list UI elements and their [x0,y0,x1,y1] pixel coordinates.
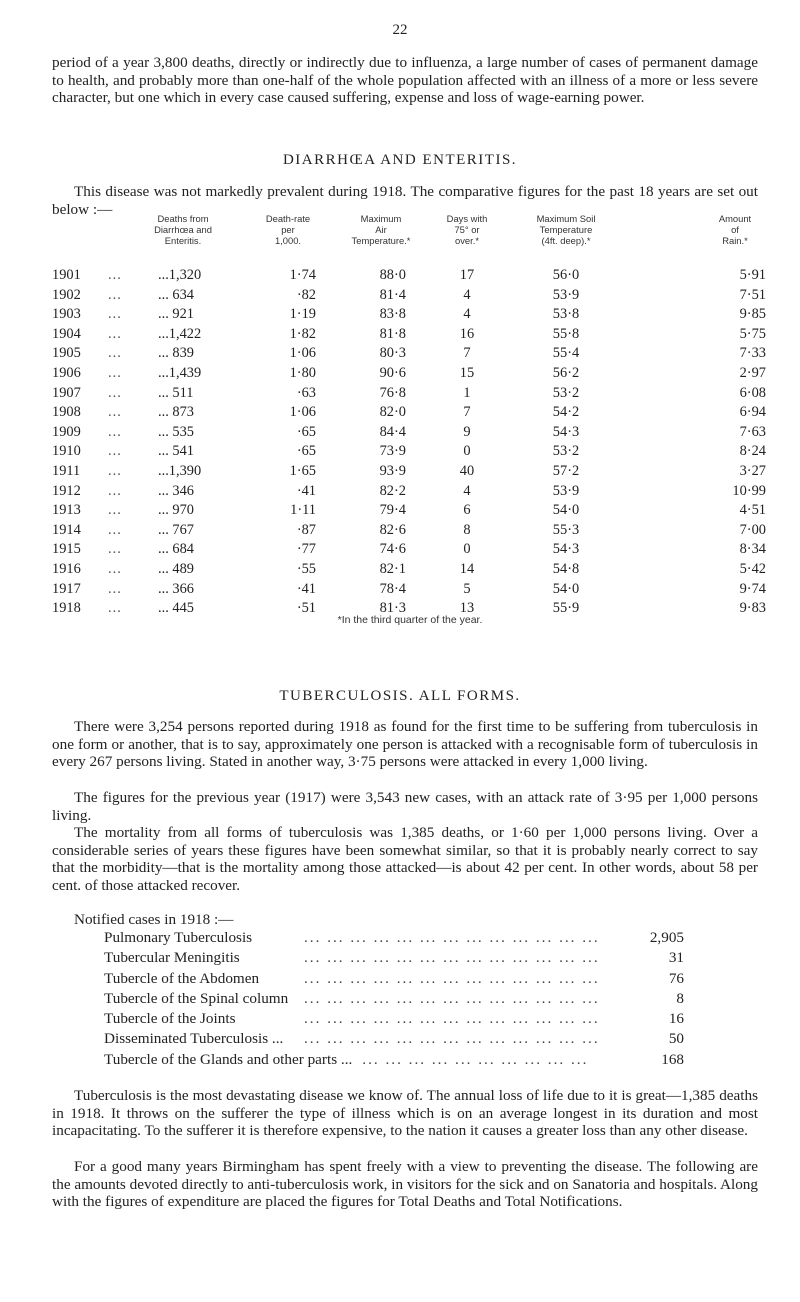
year-cell: 1916 [52,560,81,577]
table-row [52,384,768,404]
year-cell: 1914 [52,521,81,538]
table-row [52,325,768,345]
soil-temperature-cell: 57·2 [552,462,580,479]
soil-temperature-cell: 54·2 [552,404,580,421]
year-cell: 1908 [52,404,81,421]
hot-days-cell: 7 [463,345,471,362]
tuberculosis-paragraph-5: For a good many years Birmingham has spent freely with a view to preventing the disease. The following are the amounts devoted directly to anti-tuberculosis work, in visitors for the sick and on Sanatoria and hospitals. Along with the figures of expenditure are placed the figures for Total Deaths and Total Notifications. [52,1158,758,1211]
table-row [52,266,768,286]
hot-days-cell: 1 [463,384,471,401]
deaths-cell: ... 873 [158,404,194,421]
hot-days-cell: 0 [463,541,471,558]
death-rate-cell: ·41 [296,580,316,597]
deaths-cell: ...1,320 [158,267,202,283]
air-temperature-cell: 73·9 [379,443,406,460]
dot-leader: ... ... ... ... ... ... ... ... ... ... [362,1050,589,1068]
soil-temperature-cell: 55·4 [552,345,580,362]
col-header-deaths: Deaths from Diarrhœa and Enteritis. [154,213,212,246]
soil-temperature-cell: 53·9 [552,286,580,303]
deaths-cell: ... 346 [158,482,194,499]
dot-leader: ... [108,267,122,283]
hot-days-cell: 4 [463,482,471,499]
tuberculosis-paragraph-3: The mortality from all forms of tuberculosis was 1,385 deaths, or 1·60 per 1,000 persons living. Over a considerable series of years these figures have been somewhat similar, so that it is probably nearly correct to say that the morbidity—that is the mortality among those attacked—is about 42 per cent. In other words, about 58 per cent. of those attacked recover. [52,824,758,894]
case-name: Disseminated Tuberculosis ... [104,1030,284,1048]
col-header-temp: Maximum Air Temperature.* [351,213,411,246]
hot-days-cell: 15 [459,364,475,381]
death-rate-cell: 1·82 [289,325,316,342]
tuberculosis-paragraph-4: Tuberculosis is the most devastating disease we know of. The annual loss of life due to it is great—1,385 deaths in 1918. It throws on the sufferer the type of illness which is on an average longest in its duration and most incapacitating. To the sufferer it is therefore expensive, to the nation it causes a greater loss than any other disease. [52,1087,758,1140]
year-cell: 1917 [52,580,81,597]
list-item [104,928,684,948]
air-temperature-cell: 88·0 [379,267,406,283]
table-row [52,286,768,306]
dot-leader: ... [108,364,122,381]
death-rate-cell: ·65 [296,423,316,440]
dot-leader: ... [108,384,122,401]
dot-leader: ... [108,541,122,558]
air-temperature-cell: 82·0 [379,404,406,421]
rain-cell: 8·34 [739,541,766,558]
case-count: 8 [676,989,684,1007]
col-header-rain: Amount of Rain.* [718,213,752,246]
year-cell: 1915 [52,541,81,558]
table-row [52,501,768,521]
rain-cell: 3·27 [739,462,766,479]
year-cell: 1910 [52,443,81,460]
death-rate-cell: ·41 [296,482,316,499]
soil-temperature-cell: 54·3 [552,541,580,558]
table-row [52,521,768,541]
case-name: Tubercular Meningitis [104,949,240,967]
rain-cell: 7·33 [739,345,766,362]
hot-days-cell: 16 [459,325,475,342]
dot-leader: ... [108,423,122,440]
dot-leader: ... [108,462,122,479]
table-row [52,442,768,462]
table-row [52,462,768,482]
deaths-cell: ...1,390 [158,462,202,479]
dot-leader: ... [108,345,122,362]
deaths-cell: ...1,439 [158,364,202,381]
dot-leader: ... [108,286,122,303]
dot-leader: ... [108,325,122,342]
rain-cell: 5·42 [739,560,766,577]
rain-cell: 9·74 [739,580,766,597]
soil-temperature-cell: 55·9 [552,600,580,617]
table-row [52,482,768,502]
diarrhoea-intro: This disease was not markedly prevalent during 1918. The comparative figures for the past 18 years are set out below :— [52,183,758,218]
year-cell: 1918 [52,600,81,617]
case-name: Tubercle of the Spinal column [104,989,289,1007]
table-row [52,423,768,443]
death-rate-cell: ·77 [296,541,316,558]
soil-temperature-cell: 56·2 [552,364,580,381]
table-row [52,403,768,423]
air-temperature-cell: 82·1 [379,560,406,577]
death-rate-cell: 1·11 [290,502,316,519]
diarrhoea-table [52,213,768,626]
deaths-cell: ... 767 [158,521,194,538]
death-rate-cell: ·87 [296,521,316,538]
year-cell: 1912 [52,482,81,499]
dot-leader: ... [108,521,122,538]
hot-days-cell: 6 [463,502,471,519]
soil-temperature-cell: 53·9 [552,482,580,499]
list-item [104,948,684,968]
rain-cell: 6·08 [739,384,766,401]
hot-days-cell: 4 [463,286,471,303]
deaths-cell: ... 445 [158,600,194,617]
case-count: 31 [668,949,684,967]
death-rate-cell: ·63 [296,384,316,401]
rain-cell: 9·85 [739,306,766,323]
case-name: Tubercle of the Abdomen [104,969,260,987]
soil-temperature-cell: 55·8 [552,325,580,342]
dot-leader: ... [108,560,122,577]
list-item [104,1009,684,1029]
hot-days-cell: 13 [459,600,475,617]
air-temperature-cell: 82·2 [379,482,406,499]
year-cell: 1904 [52,325,81,342]
dot-leader: ... [108,404,122,421]
death-rate-cell: ·65 [296,443,316,460]
table-row [52,560,768,580]
hot-days-cell: 0 [463,443,471,460]
death-rate-cell: 1·06 [289,345,316,362]
year-cell: 1903 [52,306,81,323]
table-row [52,540,768,560]
col-header-soil: Maximum Soil Temperature (4ft. deep).* [536,213,596,246]
hot-days-cell: 7 [463,404,471,421]
rain-cell: 2·97 [739,364,766,381]
soil-temperature-cell: 53·8 [552,306,580,323]
air-temperature-cell: 90·6 [379,364,406,381]
year-cell: 1909 [52,423,81,440]
table-row [52,305,768,325]
list-item [104,1050,684,1070]
hot-days-cell: 9 [463,423,471,440]
air-temperature-cell: 79·4 [379,502,406,519]
soil-temperature-cell: 54·0 [552,580,580,597]
table-row [52,344,768,364]
dot-leader: ... ... ... ... ... ... ... ... ... ... ... ... ... [304,1010,600,1028]
rain-cell: 4·51 [739,502,766,519]
deaths-cell: ... 541 [158,443,194,460]
dot-leader: ... [108,306,122,323]
year-cell: 1905 [52,345,81,362]
rain-cell: 6·94 [739,404,766,421]
air-temperature-cell: 81·8 [379,325,406,342]
table-row [52,580,768,600]
dot-leader: ... [108,482,122,499]
year-cell: 1901 [52,267,81,283]
air-temperature-cell: 80·3 [379,345,406,362]
deaths-cell: ... 366 [158,580,194,597]
hot-days-cell: 5 [463,580,471,597]
death-rate-cell: 1·80 [289,364,316,381]
case-count: 168 [661,1050,684,1068]
list-item [104,1029,684,1049]
case-count: 76 [668,969,684,987]
hot-days-cell: 4 [463,306,471,323]
air-temperature-cell: 74·6 [379,541,406,558]
rain-cell: 9·83 [739,600,766,617]
death-rate-cell: 1·19 [289,306,316,323]
hot-days-cell: 8 [463,521,471,538]
tuberculosis-heading: TUBERCULOSIS. ALL FORMS. [279,688,521,704]
rain-cell: 7·00 [739,521,766,538]
list-item [104,969,684,989]
table-row [52,364,768,384]
soil-temperature-cell: 54·3 [552,423,580,440]
death-rate-cell: ·51 [296,600,316,617]
year-cell: 1913 [52,502,81,519]
rain-cell: 5·75 [739,325,766,342]
tuberculosis-paragraph-2: The figures for the previous year (1917) were 3,543 new cases, with an attack rate of 3·95 per 1,000 persons living. [52,789,758,824]
dot-leader: ... ... ... ... ... ... ... ... ... ... ... ... ... [304,1030,600,1048]
case-count: 50 [668,1030,684,1048]
air-temperature-cell: 82·6 [379,521,406,538]
intro-paragraph: period of a year 3,800 deaths, directly or indirectly due to influenza, a large number of cases of permanent damage to health, and probably more than one-half of the whole population affected with an illness of a more or less severe character, but one which in every case caused suffering, expense and loss of wage-earning power. [52,54,758,107]
air-temperature-cell: 81·3 [379,600,406,617]
diarrhoea-footnote: *In the third quarter of the year. [337,614,483,626]
air-temperature-cell: 84·4 [379,423,406,440]
dot-leader: ... [108,580,122,597]
year-cell: 1906 [52,364,81,381]
hot-days-cell: 17 [459,267,475,283]
case-count: 2,905 [649,929,684,946]
dot-leader: ... ... ... ... ... ... ... ... ... ... ... ... ... [304,949,600,967]
soil-temperature-cell: 55·3 [552,521,580,538]
rain-cell: 7·51 [739,286,766,303]
rain-cell: 7·63 [739,423,766,440]
dot-leader: ... [108,443,122,460]
deaths-cell: ... 970 [158,502,194,519]
rain-cell: 8·24 [739,443,766,460]
year-cell: 1911 [52,462,81,479]
case-name: Pulmonary Tuberculosis [104,929,253,946]
page-number: 22 [392,22,408,38]
death-rate-cell: ·82 [296,286,316,303]
deaths-cell: ... 839 [158,345,194,362]
diarrhoea-table-header [52,214,768,266]
deaths-cell: ... 535 [158,423,194,440]
case-name: Tubercle of the Glands and other parts ... [104,1050,353,1068]
deaths-cell: ... 921 [158,306,194,323]
soil-temperature-cell: 53·2 [552,443,580,460]
col-header-rate: Death-rate per 1,000. [265,213,311,246]
case-name: Tubercle of the Joints [104,1010,236,1028]
dot-leader: ... ... ... ... ... ... ... ... ... ... ... ... ... [304,989,600,1007]
dot-leader: ... ... ... ... ... ... ... ... ... ... ... ... ... [304,969,600,987]
death-rate-cell: ·55 [296,560,316,577]
air-temperature-cell: 78·4 [379,580,406,597]
soil-temperature-cell: 54·0 [552,502,580,519]
year-cell: 1907 [52,384,81,401]
diarrhoea-heading: DIARRHŒA AND ENTERITIS. [282,152,518,168]
soil-temperature-cell: 54·8 [552,560,580,577]
col-header-days: Days with 75° or over.* [446,213,488,246]
list-item [104,989,684,1009]
rain-cell: 5·91 [739,267,766,283]
deaths-cell: ... 489 [158,560,194,577]
air-temperature-cell: 83·8 [379,306,406,323]
deaths-cell: ... 634 [158,286,194,303]
death-rate-cell: 1·06 [289,404,316,421]
soil-temperature-cell: 56·0 [552,267,580,283]
dot-leader: ... [108,600,122,617]
hot-days-cell: 40 [459,462,475,479]
death-rate-cell: 1·65 [289,462,316,479]
hot-days-cell: 14 [459,560,475,577]
death-rate-cell: 1·74 [289,267,316,283]
year-cell: 1902 [52,286,81,303]
notified-cases-label: Notified cases in 1918 :— [74,911,234,928]
air-temperature-cell: 81·4 [379,286,406,303]
diarrhoea-table-body [52,266,768,619]
rain-cell: 10·99 [732,482,766,499]
deaths-cell: ...1,422 [158,325,202,342]
deaths-cell: ... 684 [158,541,194,558]
air-temperature-cell: 76·8 [379,384,406,401]
tuberculosis-paragraph-1: There were 3,254 persons reported during 1918 as found for the first time to be suffering from tuberculosis in one form or another, that is to say, approximately one person is attacked with a recognisable form of tuberculosis in every 267 persons living. Stated in another way, 3·75 persons were attacked in every 1,000 living. [52,718,758,771]
air-temperature-cell: 93·9 [379,462,406,479]
deaths-cell: ... 511 [158,384,194,401]
dot-leader: ... [108,502,122,519]
case-count: 16 [668,1010,684,1028]
dot-leader: ... ... ... ... ... ... ... ... ... ... ... ... ... [304,929,600,946]
soil-temperature-cell: 53·2 [552,384,580,401]
notified-cases-list [104,928,684,1070]
